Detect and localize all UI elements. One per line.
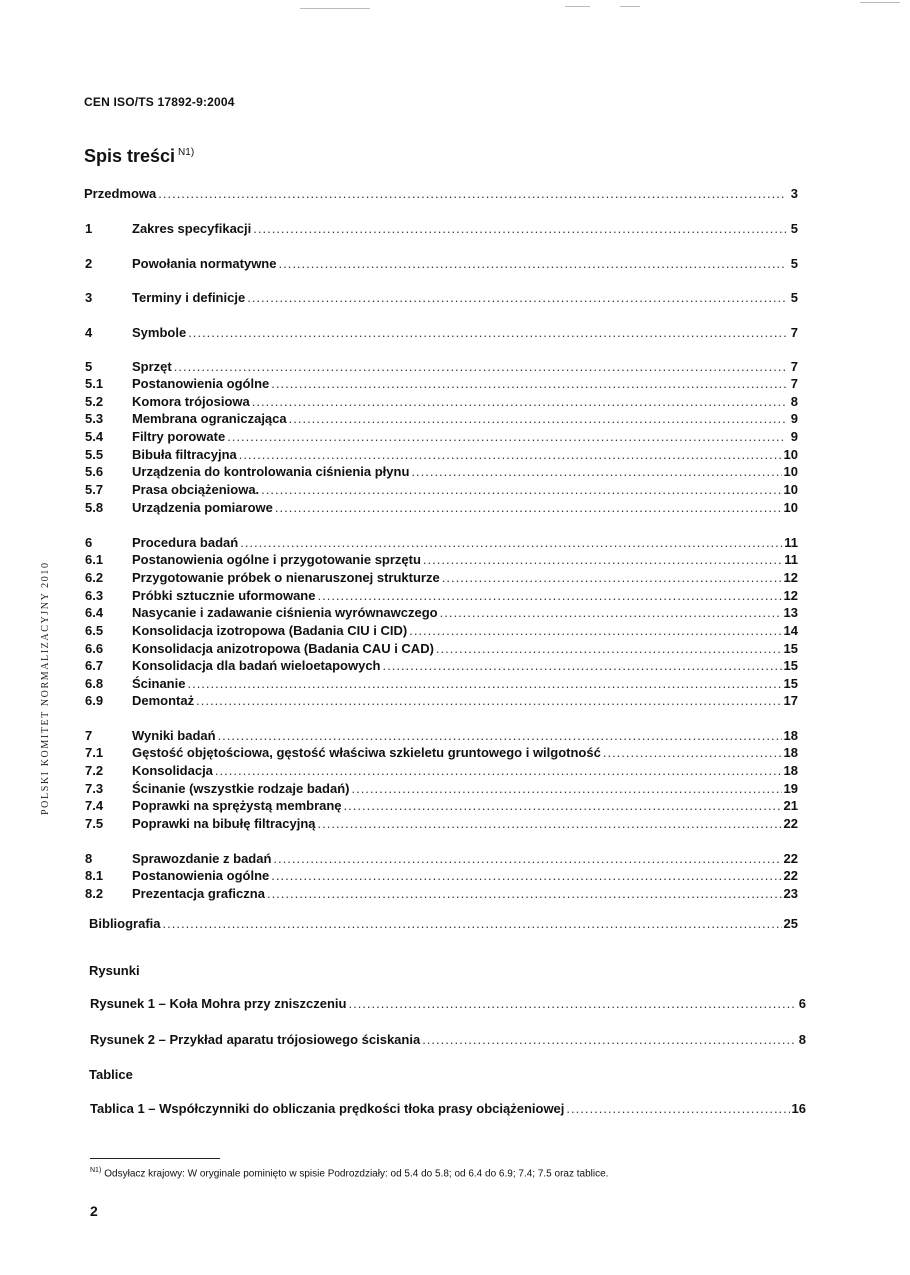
toc-entry-number: 5.3 [85, 411, 104, 426]
toc-entry-page: 7 [790, 376, 798, 391]
toc-entry-number: 5.5 [85, 447, 104, 462]
toc-entry [85, 658, 798, 674]
toc-leader-dots [271, 376, 786, 392]
toc-leader-dots [174, 359, 786, 375]
toc-leader-dots [218, 728, 782, 744]
toc-entry [85, 816, 798, 832]
toc-leader-dots [348, 996, 794, 1012]
side-watermark-text: POLSKI KOMITET NORMALIZACYJNY 2010 [40, 561, 51, 815]
toc-entry-page: 10 [783, 500, 798, 515]
toc-leader-dots [317, 588, 781, 604]
toc-entry [85, 500, 798, 516]
toc-entry-label: Postanowienia ogólne [132, 376, 270, 391]
toc-entry-number: 6.3 [85, 588, 104, 603]
toc-entry-label: Prasa obciążeniowa. [132, 482, 260, 497]
footnote-text: Odsyłacz krajowy: W oryginale pominięto w spisie Podrozdziały: od 5.4 do 5.8; od 6.4 do 6.9; 7.4; 7.5 oraz tablice. [104, 1168, 609, 1180]
figures-heading: Rysunki [89, 963, 140, 978]
toc-entry-label: Rysunek 1 – Koła Mohra przy zniszczeniu [90, 996, 347, 1011]
toc-leader-dots [215, 763, 782, 779]
toc-entry-page: 19 [783, 781, 798, 796]
toc-entry [90, 1101, 806, 1117]
toc-title [84, 146, 194, 167]
toc-entry-label: Urządzenia pomiarowe [132, 500, 273, 515]
toc-entry-page: 7 [790, 325, 798, 340]
toc-leader-dots [188, 325, 786, 341]
toc-leader-dots [240, 535, 782, 551]
toc-entry-page: 12 [783, 588, 798, 603]
toc-entry-number: 5.7 [85, 482, 104, 497]
toc-entry-number: 6.2 [85, 570, 104, 585]
toc-entry-number: 6.6 [85, 641, 104, 656]
toc-leader-dots [436, 641, 782, 657]
toc-entry-page: 11 [784, 535, 798, 550]
toc-entry-label: Konsolidacja izotropowa (Badania CIU i CID) [132, 623, 408, 638]
toc-entry-label: Urządzenia do kontrolowania ciśnienia płynu [132, 464, 410, 479]
toc-entry [89, 916, 798, 932]
footnote-divider [90, 1158, 220, 1159]
toc-leader-dots [261, 482, 781, 498]
toc-entry [85, 429, 798, 445]
toc-entry-page: 23 [783, 886, 798, 901]
toc-entry [85, 763, 798, 779]
toc-entry-page: 8 [798, 1032, 806, 1047]
toc-entry [85, 745, 798, 761]
toc-leader-dots [422, 1032, 794, 1048]
toc-entry [85, 552, 798, 568]
toc-entry-number: 5 [85, 359, 93, 374]
toc-entry [85, 447, 798, 463]
toc-leader-dots [289, 411, 786, 427]
toc-entry-label: Poprawki na sprężystą membranę [132, 798, 342, 813]
toc-entry-label: Przedmowa [84, 186, 157, 201]
toc-entry-label: Tablica 1 – Współczynniki do obliczania prędkości tłoka prasy obciążeniowej [90, 1101, 565, 1116]
toc-entry [85, 411, 798, 427]
scan-artifact [620, 6, 640, 7]
toc-entry-page: 9 [790, 429, 798, 444]
toc-leader-dots [440, 605, 782, 621]
toc-entry-label: Nasycanie i zadawanie ciśnienia wyrównawczego [132, 605, 438, 620]
toc-entry-label: Bibliografia [89, 916, 161, 931]
toc-entry-number: 6.4 [85, 605, 104, 620]
toc-leader-dots [383, 658, 782, 674]
toc-entry-number: 7 [85, 728, 93, 743]
toc-entry-number: 1 [85, 221, 93, 236]
toc-leader-dots [344, 798, 782, 814]
toc-leader-dots [273, 851, 781, 867]
toc-entry [85, 290, 798, 306]
toc-entry-number: 5.6 [85, 464, 104, 479]
toc-entry-label: Konsolidacja [132, 763, 213, 778]
toc-entry-label: Postanowienia ogólne i przygotowanie sprzętu [132, 552, 421, 567]
toc-leader-dots [409, 623, 781, 639]
toc-entry-page: 15 [783, 658, 798, 673]
toc-entry [85, 221, 798, 237]
toc-entry [84, 186, 798, 202]
toc-leader-dots [351, 781, 781, 797]
toc-entry-label: Postanowienia ogólne [132, 868, 270, 883]
toc-entry-page: 22 [783, 816, 798, 831]
toc-entry-number: 6.5 [85, 623, 104, 638]
toc-entry [85, 394, 798, 410]
document-id: CEN ISO/TS 17892-9:2004 [84, 95, 235, 109]
toc-entry-number: 5.2 [85, 394, 104, 409]
toc-entry [85, 641, 798, 657]
toc-entry-number: 2 [85, 256, 93, 271]
toc-entry-page: 5 [790, 290, 798, 305]
toc-entry-number: 7.3 [85, 781, 104, 796]
toc-leader-dots [163, 916, 782, 932]
toc-entry [85, 359, 798, 375]
toc-entry-page: 3 [790, 186, 798, 201]
toc-leader-dots [603, 745, 782, 761]
toc-entry-page: 21 [783, 798, 798, 813]
toc-entry [85, 886, 798, 902]
title-note-marker: N1) [178, 147, 195, 158]
toc-title-text: Spis treści [84, 146, 176, 166]
toc-entry [85, 482, 798, 498]
toc-entry-page: 18 [783, 745, 798, 760]
toc-entry-page: 18 [783, 728, 798, 743]
toc-entry-number: 6.7 [85, 658, 104, 673]
scan-artifact [860, 2, 900, 3]
toc-entry-label: Próbki sztucznie uformowane [132, 588, 316, 603]
toc-entry-number: 6.1 [85, 552, 104, 567]
toc-entry [85, 693, 798, 709]
toc-leader-dots [252, 394, 786, 410]
toc-entry-label: Konsolidacja dla badań wieloetapowych [132, 658, 381, 673]
toc-entry-number: 5.4 [85, 429, 104, 444]
toc-entry [85, 676, 798, 692]
toc-entry-page: 7 [790, 359, 798, 374]
toc-entry-label: Bibuła filtracyjna [132, 447, 237, 462]
toc-entry [85, 781, 798, 797]
toc-leader-dots [423, 552, 782, 568]
toc-leader-dots [566, 1101, 789, 1117]
toc-entry [85, 798, 798, 814]
toc-entry-page: 10 [783, 482, 798, 497]
toc-entry-label: Membrana ograniczająca [132, 411, 287, 426]
toc-leader-dots [271, 868, 781, 884]
tables-heading: Tablice [89, 1067, 133, 1082]
toc-entry-page: 6 [798, 996, 806, 1011]
footnote-marker: N1) [90, 1167, 102, 1174]
toc-entry-number: 6 [85, 535, 93, 550]
toc-entry-label: Zakres specyfikacji [132, 221, 252, 236]
toc-entry [85, 851, 798, 867]
toc-entry-label: Powołania normatywne [132, 256, 277, 271]
toc-entry-page: 17 [783, 693, 798, 708]
toc-entry-page: 15 [783, 641, 798, 656]
toc-entry-number: 7.2 [85, 763, 104, 778]
toc-leader-dots [187, 676, 781, 692]
toc-entry [85, 256, 798, 272]
toc-entry-page: 10 [783, 447, 798, 462]
toc-leader-dots [318, 816, 782, 832]
toc-entry-label: Filtry porowate [132, 429, 226, 444]
toc-leader-dots [275, 500, 782, 516]
toc-entry-label: Wyniki badań [132, 728, 216, 743]
toc-entry-page: 9 [790, 411, 798, 426]
toc-entry-page: 25 [783, 916, 798, 931]
toc-entry [85, 325, 798, 341]
toc-entry-number: 4 [85, 325, 93, 340]
toc-entry-label: Przygotowanie próbek o nienaruszonej strukturze [132, 570, 440, 585]
toc-leader-dots [227, 429, 786, 445]
toc-entry-number: 7.5 [85, 816, 104, 831]
page-number: 2 [90, 1203, 98, 1219]
toc-entry-number: 3 [85, 290, 93, 305]
toc-entry [90, 996, 806, 1012]
toc-leader-dots [442, 570, 782, 586]
toc-entry-page: 5 [790, 256, 798, 271]
toc-entry-page: 16 [791, 1101, 806, 1116]
toc-leader-dots [196, 693, 781, 709]
toc-entry [85, 535, 798, 551]
toc-entry-number: 6.9 [85, 693, 104, 708]
toc-entry-label: Procedura badań [132, 535, 239, 550]
scan-artifact [300, 8, 370, 9]
toc-entry-page: 22 [783, 851, 798, 866]
toc-leader-dots [411, 464, 781, 480]
toc-entry-label: Poprawki na bibułę filtracyjną [132, 816, 316, 831]
toc-entry-number: 7.1 [85, 745, 104, 760]
toc-entry-page: 14 [783, 623, 798, 638]
toc-entry-page: 13 [783, 605, 798, 620]
toc-entry [85, 623, 798, 639]
toc-entry [85, 728, 798, 744]
toc-entry-page: 11 [784, 552, 798, 567]
toc-entry-page: 15 [783, 676, 798, 691]
toc-entry-label: Konsolidacja anizotropowa (Badania CAU i CAD) [132, 641, 434, 656]
toc-entry [85, 376, 798, 392]
toc-entry-label: Ścinanie [132, 676, 186, 691]
toc-entry [85, 868, 798, 884]
toc-entry-label: Symbole [132, 325, 187, 340]
toc-entry-number: 8 [85, 851, 93, 866]
scan-artifact [565, 6, 590, 7]
toc-entry-label: Komora trójosiowa [132, 394, 250, 409]
toc-entry-label: Prezentacja graficzna [132, 886, 265, 901]
toc-entry-label: Ścinanie (wszystkie rodzaje badań) [132, 781, 350, 796]
toc-entry-label: Demontaż [132, 693, 195, 708]
toc-entry-number: 6.8 [85, 676, 104, 691]
toc-leader-dots [267, 886, 782, 902]
toc-entry-page: 18 [783, 763, 798, 778]
toc-entry-page: 5 [790, 221, 798, 236]
toc-entry-number: 5.8 [85, 500, 104, 515]
toc-entry-number: 7.4 [85, 798, 104, 813]
toc-entry-number: 8.2 [85, 886, 104, 901]
toc-entry-label: Sprawozdanie z badań [132, 851, 272, 866]
toc-entry [85, 464, 798, 480]
toc-leader-dots [158, 186, 786, 202]
toc-entry-page: 10 [783, 464, 798, 479]
toc-entry-label: Terminy i definicje [132, 290, 246, 305]
toc-entry-label: Gęstość objętościowa, gęstość właściwa szkieletu gruntowego i wilgotność [132, 745, 601, 760]
toc-leader-dots [247, 290, 786, 306]
toc-entry [90, 1032, 806, 1048]
toc-leader-dots [239, 447, 782, 463]
toc-entry-page: 22 [783, 868, 798, 883]
toc-leader-dots [253, 221, 786, 237]
toc-entry-number: 8.1 [85, 868, 104, 883]
toc-entry [85, 588, 798, 604]
toc-entry [85, 605, 798, 621]
toc-entry-label: Rysunek 2 – Przykład aparatu trójosiowego ściskania [90, 1032, 421, 1047]
toc-entry-page: 8 [790, 394, 798, 409]
footnote [90, 1167, 608, 1179]
toc-entry [85, 570, 798, 586]
toc-entry-number: 5.1 [85, 376, 104, 391]
toc-leader-dots [278, 256, 786, 272]
toc-entry-label: Sprzęt [132, 359, 172, 374]
toc-entry-page: 12 [783, 570, 798, 585]
